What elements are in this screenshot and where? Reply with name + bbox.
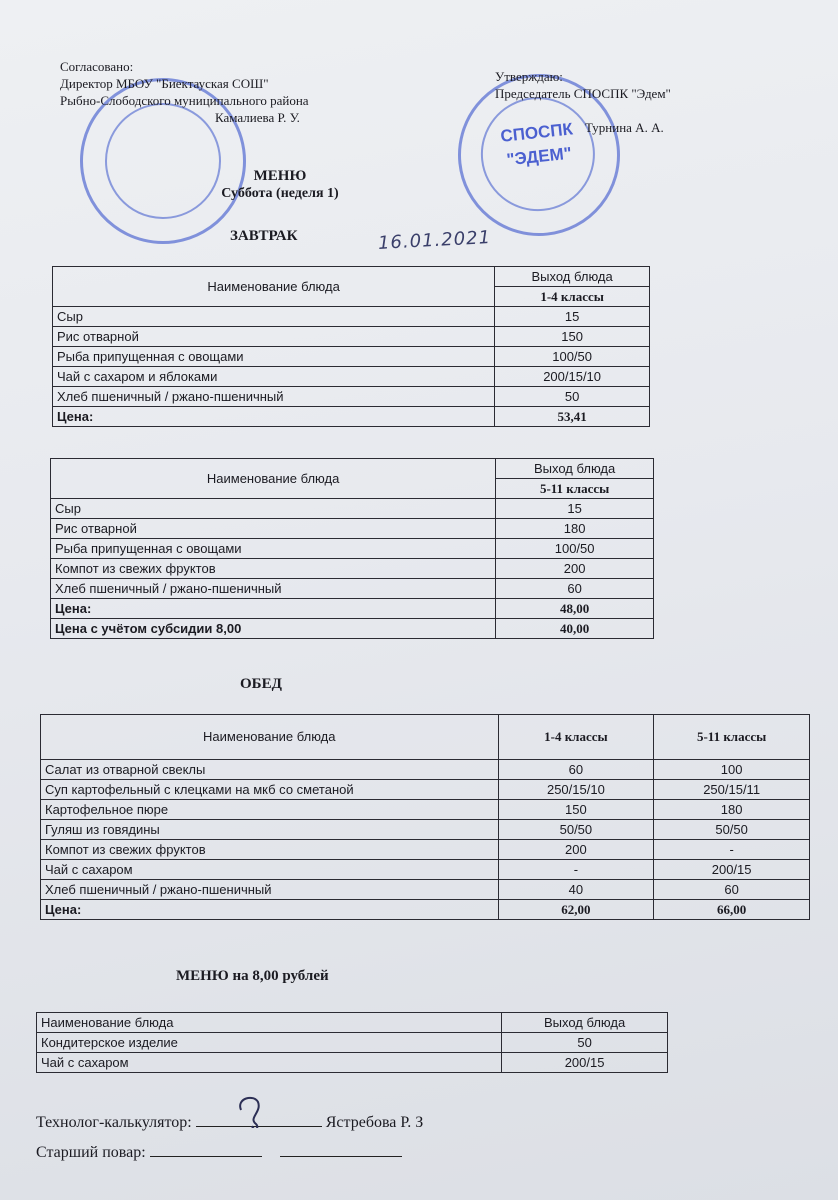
price-1-4: 62,00 (498, 900, 654, 920)
chef-signature-line (150, 1142, 262, 1157)
menu-title: МЕНЮ (253, 168, 307, 184)
dish-output: 50 (502, 1033, 668, 1053)
table-row (41, 880, 810, 900)
technologist-label: Технолог-калькулятор: (36, 1114, 192, 1131)
director-title: Директор МБОУ "Биектауская СОШ" (60, 76, 269, 91)
dish-output: 200/15 (502, 1053, 668, 1073)
column-header-output: Выход блюда (502, 1013, 668, 1033)
column-header-name: Наименование блюда (37, 1013, 502, 1033)
chef-label: Старший повар: (36, 1144, 146, 1161)
approval-block-right (495, 68, 825, 136)
dish-name: Хлеб пшеничный / ржано-пшеничный (51, 579, 496, 599)
lunch-heading: ОБЕД (240, 676, 282, 692)
menu-day: Суббота (неделя 1) (221, 186, 339, 201)
dish-name: Компот из свежих фруктов (51, 559, 496, 579)
technologist-name: Ястребова Р. З (325, 1114, 424, 1131)
dish-output-5-11: 180 (654, 800, 810, 820)
lunch-table (40, 714, 810, 920)
technologist-line (36, 1112, 596, 1132)
dish-name: Хлеб пшеничный / ржано-пшеничный (53, 387, 495, 407)
dish-name: Чай с сахаром (37, 1053, 502, 1073)
dish-output: 50 (495, 387, 650, 407)
technologist-signature (196, 1112, 322, 1127)
chef-line (36, 1142, 596, 1162)
dish-output-5-11: 100 (654, 760, 810, 780)
column-header-name: Наименование блюда (41, 715, 499, 760)
dish-name: Салат из отварной свеклы (41, 760, 499, 780)
column-header-5-11: 5-11 классы (654, 715, 810, 760)
table-row (51, 579, 654, 599)
dish-output-1-4: 40 (498, 880, 654, 900)
price-label: Цена: (51, 599, 496, 619)
chairman-name: Турнина А. А. (585, 120, 664, 135)
column-header-output: Выход блюда (495, 267, 650, 287)
price-row (41, 900, 810, 920)
dish-name: Рис отварной (51, 519, 496, 539)
dish-output-1-4: - (498, 860, 654, 880)
dish-output-5-11: 60 (654, 880, 810, 900)
table-row (41, 760, 810, 780)
table-row (41, 780, 810, 800)
table-row (51, 539, 654, 559)
table-row (53, 307, 650, 327)
dish-output: 100/50 (496, 539, 654, 559)
dish-name: Кондитерское изделие (37, 1033, 502, 1053)
approval-block-left (60, 58, 390, 126)
dish-name: Картофельное пюре (41, 800, 499, 820)
table-row (53, 367, 650, 387)
approval-label: Согласовано: (60, 59, 134, 74)
dish-output-5-11: 50/50 (654, 820, 810, 840)
dish-output-5-11: - (654, 840, 810, 860)
price-5-11: 66,00 (654, 900, 810, 920)
table-row (41, 860, 810, 880)
table-row (53, 327, 650, 347)
table-row (51, 519, 654, 539)
price-value: 48,00 (496, 599, 654, 619)
dish-output: 200/15/10 (495, 367, 650, 387)
subsidy-label: Цена с учётом субсидии 8,00 (51, 619, 496, 639)
dish-name: Сыр (53, 307, 495, 327)
dish-name: Компот из свежих фруктов (41, 840, 499, 860)
class-group-label: 1-4 классы (495, 287, 650, 307)
class-group-label: 5-11 классы (496, 479, 654, 499)
table-row (53, 347, 650, 367)
handwritten-date: 16.01.2021 (377, 227, 492, 254)
dish-name: Рис отварной (53, 327, 495, 347)
dish-name: Суп картофельный с клецками на мкб со сметаной (41, 780, 499, 800)
dish-output: 15 (495, 307, 650, 327)
table-row (41, 820, 810, 840)
extra-menu-heading: МЕНЮ на 8,00 рублей (176, 968, 329, 984)
dish-output: 100/50 (495, 347, 650, 367)
approve-label: Утверждаю: (495, 69, 563, 84)
table-row (41, 840, 810, 860)
dish-output-1-4: 150 (498, 800, 654, 820)
dish-name: Чай с сахаром (41, 860, 499, 880)
table-row (37, 1053, 668, 1073)
table-row (37, 1033, 668, 1053)
seal-org-name: СПОСПК (499, 119, 574, 146)
breakfast-heading: ЗАВТРАК (230, 228, 298, 244)
breakfast-table-1-4 (52, 266, 650, 427)
subsidy-price-row (51, 619, 654, 639)
price-row (53, 407, 650, 427)
dish-name: Чай с сахаром и яблоками (53, 367, 495, 387)
dish-output-1-4: 200 (498, 840, 654, 860)
column-header-output: Выход блюда (496, 459, 654, 479)
table-row (41, 800, 810, 820)
subsidy-price-value: 40,00 (496, 619, 654, 639)
dish-output: 180 (496, 519, 654, 539)
dish-output-1-4: 60 (498, 760, 654, 780)
dish-output-5-11: 200/15 (654, 860, 810, 880)
dish-name: Рыба припущенная с овощами (53, 347, 495, 367)
dish-name: Сыр (51, 499, 496, 519)
dish-output-1-4: 50/50 (498, 820, 654, 840)
column-header-name: Наименование блюда (53, 267, 495, 307)
district-name: Рыбно-Слободского муниципального района (60, 93, 309, 108)
chef-name-line (280, 1142, 402, 1157)
column-header-1-4: 1-4 классы (498, 715, 654, 760)
price-label: Цена: (53, 407, 495, 427)
table-row (51, 559, 654, 579)
dish-output: 15 (496, 499, 654, 519)
chairman-title: Председатель СПОСПК "Эдем" (495, 86, 671, 101)
price-row (51, 599, 654, 619)
director-name: Камалиева Р. У. (215, 110, 300, 125)
dish-output: 60 (496, 579, 654, 599)
table-row (53, 387, 650, 407)
dish-output-5-11: 250/15/11 (654, 780, 810, 800)
dish-name: Гуляш из говядины (41, 820, 499, 840)
table-row (51, 499, 654, 519)
breakfast-table-5-11 (50, 458, 654, 639)
dish-name: Рыба припущенная с овощами (51, 539, 496, 559)
dish-output-1-4: 250/15/10 (498, 780, 654, 800)
seal-org-name-quoted: "ЭДЕМ" (505, 143, 573, 170)
price-value: 53,41 (495, 407, 650, 427)
dish-output: 200 (496, 559, 654, 579)
column-header-name: Наименование блюда (51, 459, 496, 499)
extra-menu-table (36, 1012, 668, 1073)
dish-name: Хлеб пшеничный / ржано-пшеничный (41, 880, 499, 900)
price-label: Цена: (41, 900, 499, 920)
dish-output: 150 (495, 327, 650, 347)
signature-scribble (196, 1088, 322, 1128)
